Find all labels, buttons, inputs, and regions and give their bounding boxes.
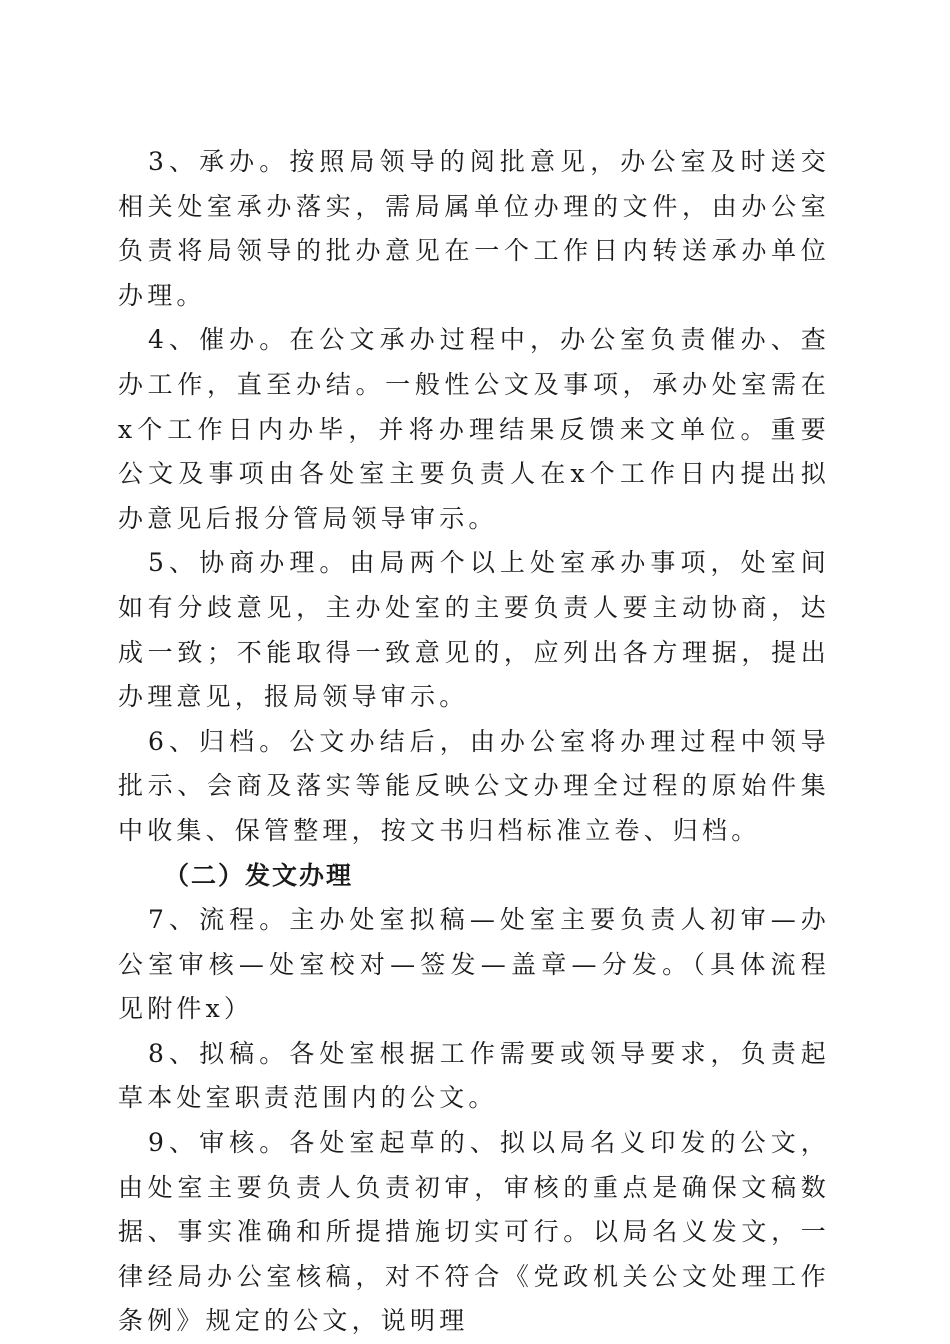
paragraph-item-5-consult: 5、协商办理。由局两个以上处室承办事项，处室间如有分歧意见，主办处室的主要负责人要主动协商，达成一致；不能取得一致意见的，应列出各方理据，提出办理意见，报局领导审示。	[118, 548, 830, 712]
paragraph-item-8-drafting: 8、拟稿。各处室根据工作需要或领导要求，负责起草本处室职责范围内的公文。	[118, 1038, 830, 1113]
paragraph-item-3-undertake: 3、承办。按照局领导的阅批意见，办公室及时送交相关处室承办落实，需局属单位办理的文件，由办公室负责将局领导的批办意见在一个工作日内转送承办单位办理。	[118, 147, 830, 310]
paragraph-item-6-archive: 6、归档。公文办结后，由办公室将办理过程中领导批示、会商及落实等能反映公文办理全过程的原始件集中收集、保管整理，按文书归档标准立卷、归档。	[118, 726, 830, 845]
document-body	[118, 140, 830, 1344]
paragraph-item-9-review: 9、审核。各处室起草的、拟以局名义印发的公文，由处室主要负责人负责初审，审核的重点是确保文稿数据、事实准确和所提措施切实可行。以局名义发文，一律经局办公室核稿，对不符合《党政机关公文处理工作条例》规定的公文，说明理	[118, 1128, 830, 1336]
section-heading-outgoing-documents: （二）发文办理	[164, 860, 354, 890]
paragraph-item-4-urge: 4、催办。在公文承办过程中，办公室负责催办、查办工作，直至办结。一般性公文及事项，承办处室需在x个工作日内办毕，并将办理结果反馈来文单位。重要公文及事项由各处室主要负责人在x个工作日内提出拟办意见后报分管局领导审示。	[118, 325, 830, 533]
paragraph-item-7-process: 7、流程。主办处室拟稿—处室主要负责人初审—办公室审核—处室校对—签发—盖章—分发。（具体流程见附件x）	[118, 905, 830, 1024]
